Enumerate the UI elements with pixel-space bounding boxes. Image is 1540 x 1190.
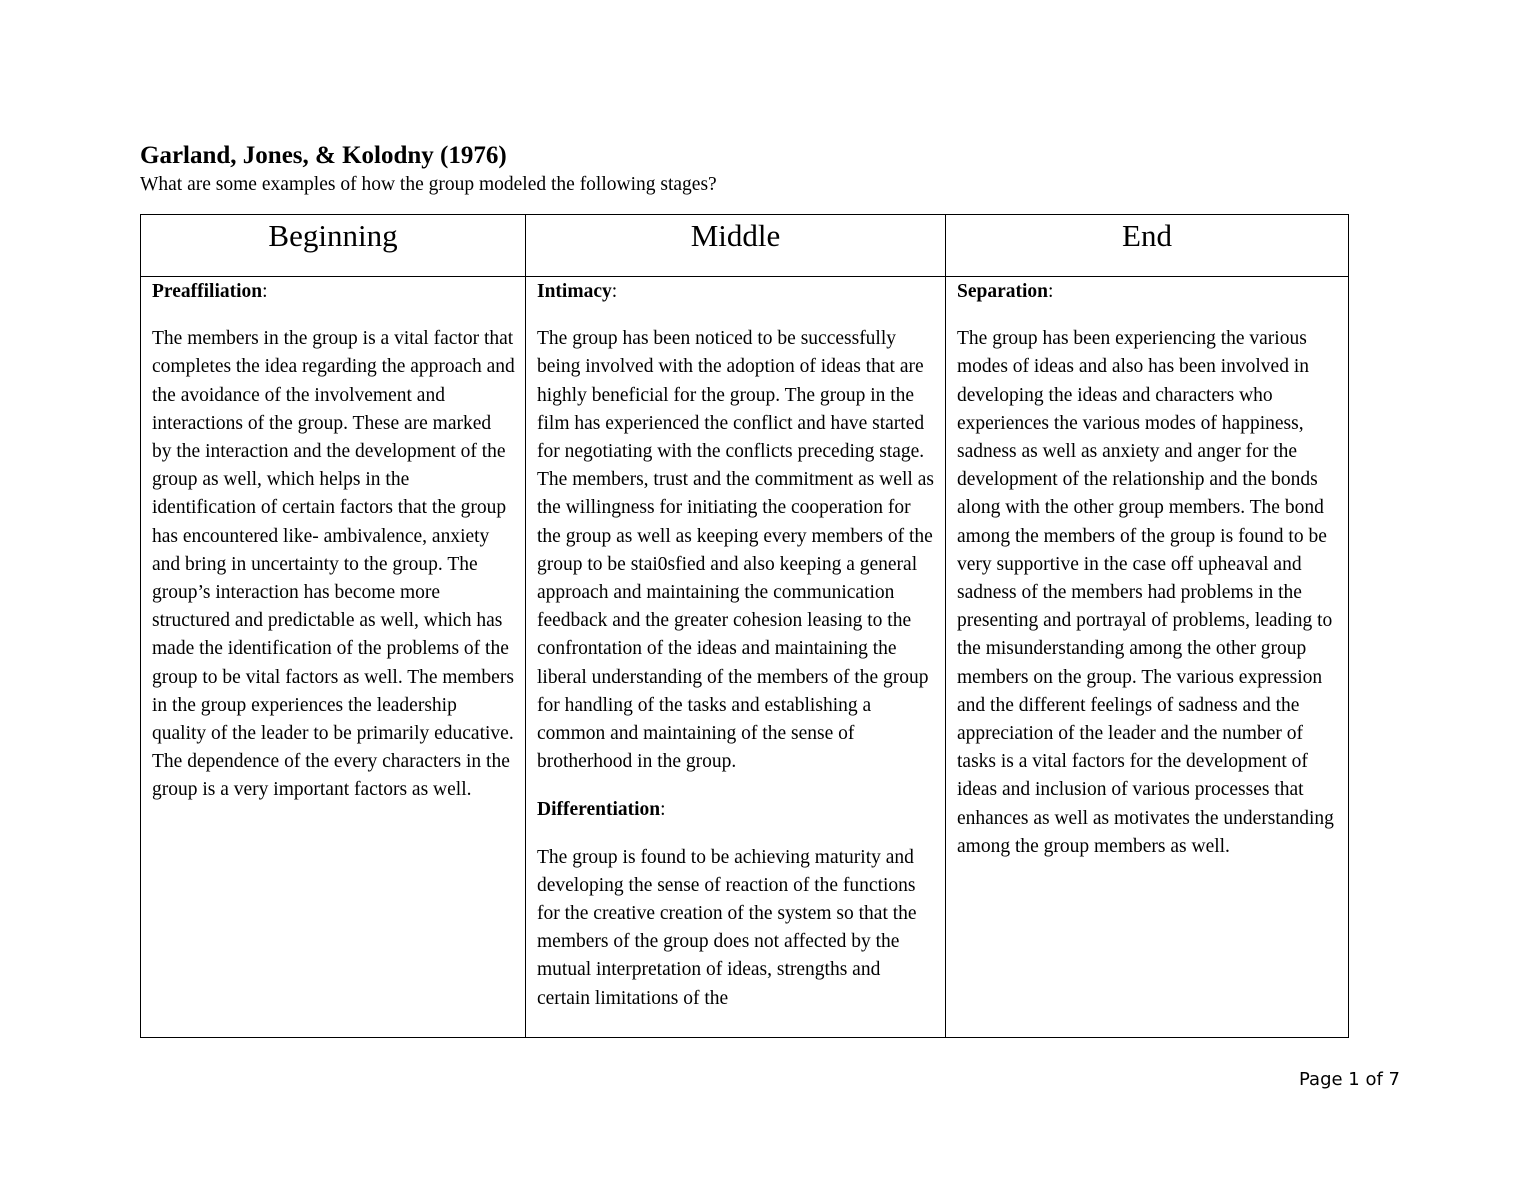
table-header-row [141,215,1349,277]
stage-name: Preaffiliation [152,281,263,302]
header-middle: Middle [526,215,946,277]
header-end: End [946,215,1349,277]
page-number: Page 1 of 7 [1299,1069,1400,1090]
stage-description: The group is found to be achieving maturity and developing the sense of reaction of the functions for the creative creation of the system so that the members of the group does not affected by the mutual interpretation of ideas, strengths and certain limitations of the [537,846,917,1009]
stage-name: Separation [957,281,1049,302]
stage-block-intimacy [537,277,935,776]
stage-name: Intimacy [537,281,612,302]
cell-beginning [141,277,526,1038]
stage-heading: Intimacy: [537,281,618,302]
document-title: Garland, Jones, & Kolodny (1976) [140,142,507,169]
stage-description: The members in the group is a vital factor that completes the idea regarding the approach and the avoidance of the involvement and interactions of the group. These are marked by the interaction and the development of the group as well, which helps in the identification of certain factors that the group has encountered like- ambivalence, anxiety and bring in uncertainty to the group. The group’s interaction has become more structured and predictable as well, which has made the identification of the problems of the group to be vital factors as well. The members in the group experiences the leadership quality of the leader to be primarily educative. The dependence of the every characters in the group is a very important factors as well. [152,328,515,801]
stage-heading: Preaffiliation: [152,281,268,302]
cell-end [946,277,1349,1038]
stage-block-separation [957,277,1338,861]
stage-name: Differentiation [537,799,661,821]
stage-heading: Differentiation: [537,799,666,821]
document-subtitle: What are some examples of how the group modeled the following stages? [140,174,717,195]
stages-table [140,214,1349,1038]
stage-description: The group has been experiencing the various modes of ideas and also has been involved in developing the ideas and characters who experiences the various modes of happiness, sadness as well as anxiety and anger for the development of the relationship and the bonds along with the other group members. The bond among the members of the group is found to be very supportive in the case off upheaval and sadness of the members had problems in the presenting and portrayal of problems, leading to the misunderstanding among the other group members on the group. The various expression and the different feelings of sadness and the appreciation of the leader and the number of tasks is a vital factors for the development of ideas and inclusion of various processes that enhances as well as motivates the understanding among the group members as well. [957,328,1334,857]
header-beginning: Beginning [141,215,526,277]
stage-block-preaffiliation [152,277,515,805]
stage-block-differentiation [537,795,935,1012]
cell-middle [526,277,946,1038]
table-body-row [141,277,1349,1038]
stage-heading: Separation: [957,281,1054,302]
stage-description: The group has been noticed to be successfully being involved with the adoption of ideas that are highly beneficial for the group. The group in the film has experienced the conflict and have started for negotiating with the conflicts preceding stage. The members, trust and the commitment as well as the willingness for initiating the cooperation for the group as well as keeping every members of the group to be stai0sfied and also keeping a general approach and maintaining the communication feedback and the greater cohesion leasing to the confrontation of the ideas and maintaining the liberal understanding of the members of the group for handling of the tasks and establishing a common and maintaining of the sense of brotherhood in the group. [537,328,934,773]
